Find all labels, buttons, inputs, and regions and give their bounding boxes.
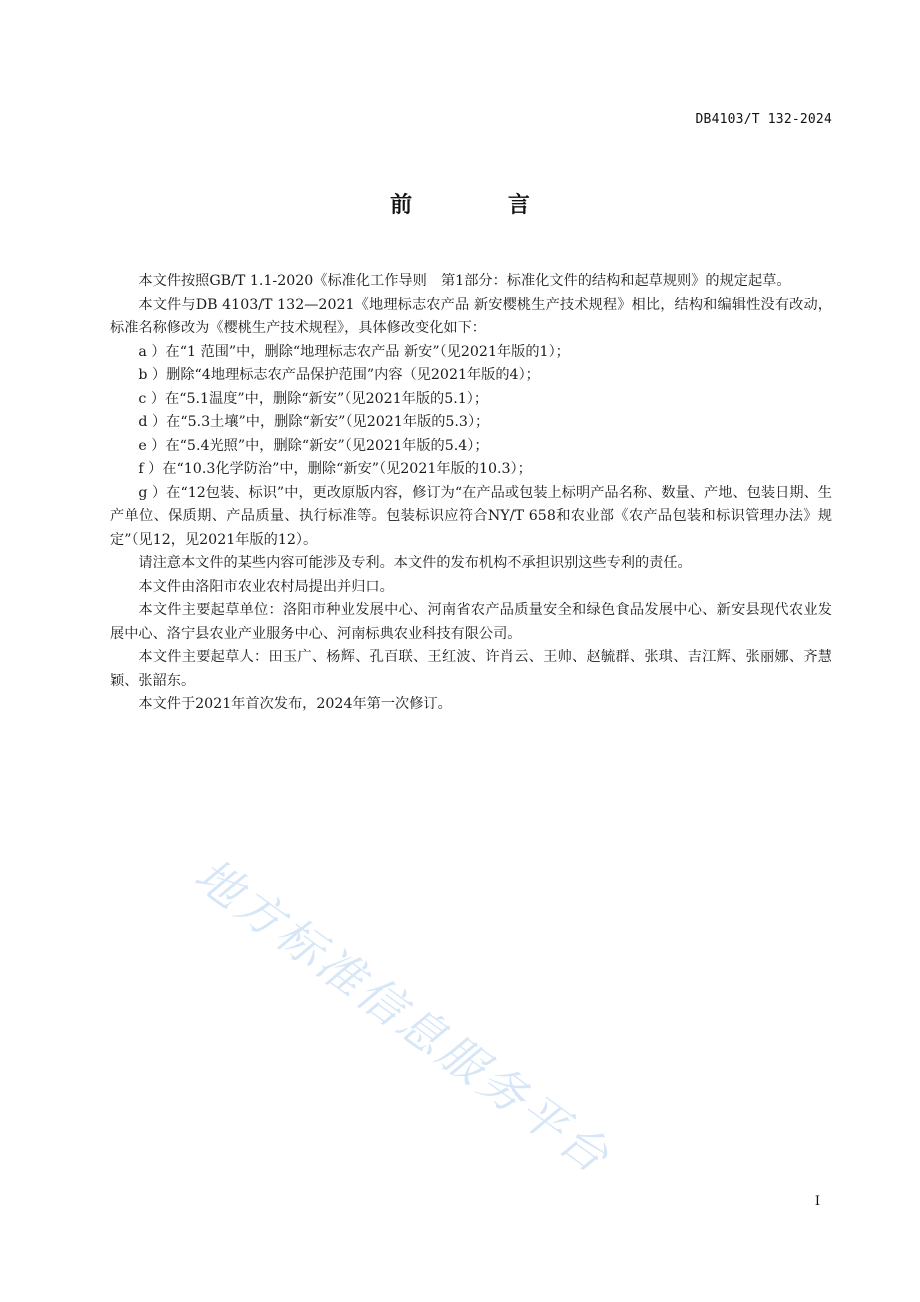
list-item: g ）在“12包装、标识”中，更改原版内容，修订为“在产品或包装上标明产品名称、数量、产地、包装日期、生产单位、保质期、产品质量、执行标准等。包装标识应符合NY/T 658和农业部《农产品包装和标识管理办法》规定”（见12，见2021年版的12）。 [110, 484, 832, 548]
page-title: 前 言 [390, 193, 574, 218]
document-body [110, 270, 832, 717]
list-item: f ）在“10.3化学防治”中，删除“新安”（见2021年版的10.3）； [138, 461, 532, 477]
watermark: 地方标准信息服务平台 [184, 847, 622, 1185]
list-item: d ）在“5.3土壤”中，删除“新安”（见2021年版的5.3）； [138, 414, 490, 430]
paragraph: 本文件主要起草单位：洛阳市种业发展中心、河南省农产品质量安全和绿色食品发展中心、新安县现代农业发展中心、洛宁县农业产业服务中心、河南标典农业科技有限公司。 [110, 602, 832, 642]
paragraph: 本文件主要起草人：田玉广、杨辉、孔百联、王红波、许肖云、王帅、赵毓群、张琪、吉江辉、张丽娜、齐慧颖、张韶东。 [110, 649, 832, 689]
paragraph: 本文件与DB 4103/T 132—2021《地理标志农产品 新安樱桃生产技术规程》相比，结构和编辑性没有改动，标准名称修改为《樱桃生产技术规程》，具体修改变化如下： [110, 296, 832, 336]
paragraph: 本文件由洛阳市农业农村局提出并归口。 [138, 578, 394, 595]
paragraph: 请注意本文件的某些内容可能涉及专利。本文件的发布机构不承担识别这些专利的责任。 [138, 555, 692, 571]
paragraph: 本文件按照GB/T 1.1-2020《标准化工作导则 第1部分：标准化文件的结构和起草规则》的规定起草。 [138, 273, 791, 289]
list-item: c ）在“5.1温度”中，删除“新安”（见2021年版的5.1）； [138, 390, 489, 407]
paragraph: 本文件于2021年首次发布，2024年第一次修订。 [138, 696, 452, 712]
list-item: e ）在“5.4光照”中，删除“新安”（见2021年版的5.4）； [138, 437, 489, 454]
document-code: DB4103/T 132-2024 [695, 112, 832, 127]
page-number: I [814, 1194, 820, 1209]
list-item: a ）在“1 范围”中，删除“地理标志农产品 新安”（见2021年版的1）； [138, 343, 570, 360]
list-item: b ）删除“4地理标志农产品保护范围”内容（见2021年版的4）； [138, 367, 540, 383]
